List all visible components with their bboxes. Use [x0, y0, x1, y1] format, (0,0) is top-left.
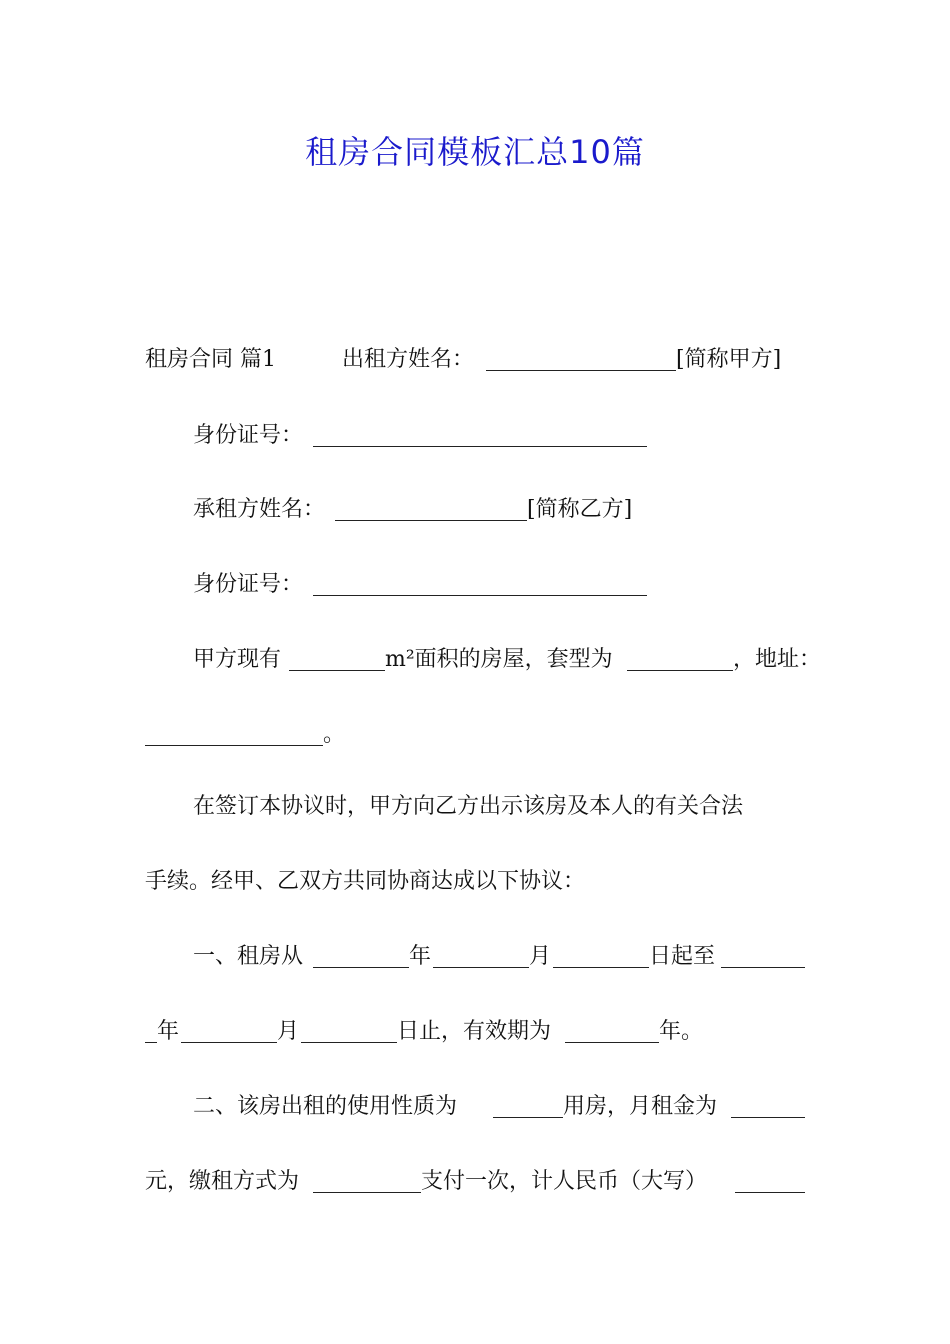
contract-line	[0, 568, 950, 602]
amount-blank	[735, 1192, 805, 1193]
year-label: 年	[157, 1019, 180, 1044]
contract-line	[0, 643, 950, 677]
house-area-label: 甲方现有	[193, 647, 282, 672]
payment-method-label: 元，缴租方式为	[145, 1169, 300, 1194]
end-year-blank	[721, 967, 805, 968]
lessee-id-label: 身份证号：	[193, 572, 304, 597]
paragraph-text: 手续。经甲、乙双方共同协商达成以下协议：	[145, 869, 586, 894]
lessor-name-label: 出租方姓名：	[342, 347, 475, 372]
party-a-note: [简称甲方]	[676, 347, 782, 372]
contract-line	[0, 865, 950, 899]
year-label: 年	[409, 944, 432, 969]
end-month-blank	[181, 1042, 277, 1043]
address-blank	[145, 745, 323, 746]
contract-line	[0, 940, 950, 974]
end-year-blank-cont	[145, 1042, 157, 1043]
usage-label: 二、该房出租的使用性质为	[193, 1094, 458, 1119]
start-day-blank	[553, 967, 649, 968]
contract-line	[0, 493, 950, 527]
contract-line	[0, 1015, 950, 1049]
month-label: 月	[529, 944, 552, 969]
document-title: 租房合同模板汇总10篇	[305, 133, 645, 171]
contract-line	[0, 790, 950, 824]
house-type-blank	[627, 670, 733, 671]
month-label: 月	[277, 1019, 300, 1044]
lessee-name-blank	[335, 520, 527, 521]
payment-method-blank	[313, 1192, 421, 1193]
rent-label: 用房，月租金为	[563, 1094, 718, 1119]
lessor-id-blank	[313, 446, 647, 447]
house-type-label: m²面积的房屋，套型为	[385, 647, 613, 672]
house-area-blank	[289, 670, 385, 671]
usage-blank	[493, 1117, 563, 1118]
validity-blank	[565, 1042, 659, 1043]
year-end-label: 年。	[659, 1019, 704, 1044]
validity-label: 日止，有效期为	[397, 1019, 552, 1044]
contract-line	[0, 1090, 950, 1124]
contract-line	[0, 343, 950, 377]
end-day-blank	[301, 1042, 397, 1043]
lease-start-label: 一、租房从	[193, 944, 304, 969]
contract-heading: 租房合同 篇1	[145, 347, 276, 372]
start-month-blank	[433, 967, 529, 968]
rent-blank	[731, 1117, 805, 1118]
period-mark: 。	[323, 722, 346, 747]
contract-line	[0, 419, 950, 453]
lessor-name-blank	[486, 370, 676, 371]
party-b-note: [简称乙方]	[527, 497, 633, 522]
lease-end-label: 日起至	[649, 944, 716, 969]
lessee-id-blank	[313, 595, 647, 596]
contract-line	[0, 1165, 950, 1199]
start-year-blank	[313, 967, 409, 968]
paragraph-text: 在签订本协议时，甲方向乙方出示该房及本人的有关合法	[193, 794, 744, 819]
lessor-id-label: 身份证号：	[193, 423, 304, 448]
address-label: ，地址：	[733, 647, 822, 672]
lessee-name-label: 承租方姓名：	[193, 497, 326, 522]
contract-line	[0, 718, 950, 752]
amount-label: 支付一次，计人民币（大写）	[421, 1169, 708, 1194]
